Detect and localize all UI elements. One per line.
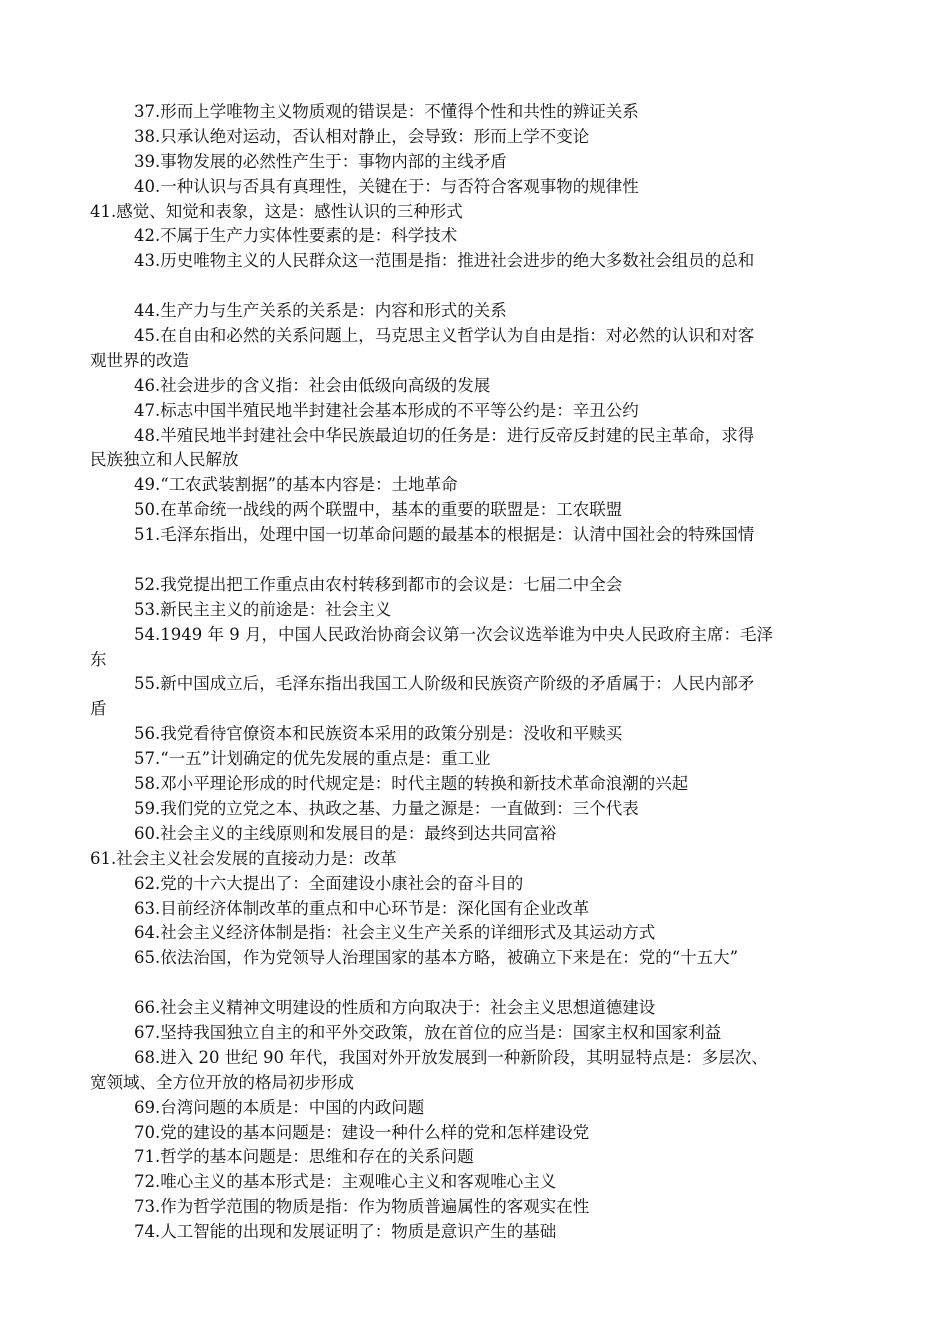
item-54: 54.1949 年 9 月，中国人民政治协商会议第一次会议选举谁为中央人民政府主席：毛泽 <box>134 624 773 644</box>
item-39: 39.事物发展的必然性产生于：事物内部的主线矛盾 <box>134 151 507 171</box>
item-59: 59.我们党的立党之本、执政之基、力量之源是：一直做到：三个代表 <box>134 798 639 818</box>
item-68: 68.进入 20 世纪 90 年代，我国对外开放发展到一种新阶段，其明显特点是：多层次、 <box>134 1047 768 1067</box>
item-41: 41.感觉、知觉和表象，这是：感性认识的三种形式 <box>90 201 463 221</box>
item-53: 53.新民主主义的前途是：社会主义 <box>134 599 392 619</box>
item-69: 69.台湾问题的本质是：中国的内政问题 <box>134 1097 425 1117</box>
item-55: 55.新中国成立后，毛泽东指出我国工人阶级和民族资产阶级的矛盾属于：人民内部矛 <box>134 674 755 694</box>
item-61: 61.社会主义社会发展的直接动力是：改革 <box>90 848 397 868</box>
item-43: 43.历史唯物主义的人民群众这一范围是指：推进社会进步的绝大多数社会组员的总和 <box>134 251 755 271</box>
item-68-continued: 宽领域、全方位开放的格局初步形成 <box>90 1072 354 1092</box>
item-64: 64.社会主义经济体制是指：社会主义生产关系的详细形式及其运动方式 <box>134 923 656 943</box>
item-37: 37.形而上学唯物主义物质观的错误是：不懂得个性和共性的辨证关系 <box>134 102 639 121</box>
item-63: 63.目前经济体制改革的重点和中心环节是：深化国有企业改革 <box>134 898 590 918</box>
item-48-continued: 民族独立和人民解放 <box>90 450 239 470</box>
item-51: 51.毛泽东指出，处理中国一切革命问题的最基本的根据是：认清中国社会的特殊国情 <box>134 525 755 545</box>
item-67: 67.坚持我国独立自主的和平外交政策，放在首位的应当是：国家主权和国家利益 <box>134 1022 722 1042</box>
item-56: 56.我党看待官僚资本和民族资本采用的政策分别是：没收和平赎买 <box>134 724 623 744</box>
item-72: 72.唯心主义的基本形式是：主观唯心主义和客观唯心主义 <box>134 1172 557 1192</box>
item-48: 48.半殖民地半封建社会中华民族最迫切的任务是：进行反帝反封建的民主革命，求得 <box>134 425 755 445</box>
item-52: 52.我党提出把工作重点由农村转移到都市的会议是：七届二中全会 <box>134 574 623 594</box>
item-60: 60.社会主义的主线原则和发展目的是：最终到达共同富裕 <box>134 823 557 843</box>
item-44: 44.生产力与生产关系的关系是：内容和形式的关系 <box>134 301 507 321</box>
item-54-continued: 东 <box>90 649 107 669</box>
item-62: 62.党的十六大提出了：全面建设小康社会的奋斗目的 <box>134 873 524 893</box>
item-38: 38.只承认绝对运动，否认相对静止，会导致：形而上学不变论 <box>134 126 590 146</box>
document-body <box>90 100 865 1245</box>
blank-line <box>90 274 865 299</box>
item-40: 40.一种认识与否具有真理性，关键在于：与否符合客观事物的规律性 <box>134 176 639 196</box>
item-49: 49.“工农武装割据”的基本内容是：土地革命 <box>134 475 458 495</box>
item-74: 74.人工智能的出现和发展证明了：物质是意识产生的基础 <box>134 1222 557 1242</box>
item-50: 50.在革命统一战线的两个联盟中，基本的重要的联盟是：工农联盟 <box>134 500 623 520</box>
item-66: 66.社会主义精神文明建设的性质和方向取决于：社会主义思想道德建设 <box>134 998 656 1018</box>
item-58: 58.邓小平理论形成的时代规定是：时代主题的转换和新技术革命浪潮的兴起 <box>134 774 689 794</box>
item-45-continued: 观世界的改造 <box>90 350 189 370</box>
item-45: 45.在自由和必然的关系问题上，马克思主义哲学认为自由是指：对必然的认识和对客 <box>134 326 755 346</box>
item-55-continued: 盾 <box>90 699 107 719</box>
item-65: 65.依法治国，作为党领导人治理国家的基本方略，被确立下来是在：党的“十五大” <box>134 948 739 968</box>
item-73: 73.作为哲学范围的物质是指：作为物质普遍属性的客观实在性 <box>134 1197 590 1217</box>
item-47: 47.标志中国半殖民地半封建社会基本形成的不平等公约是：辛丑公约 <box>134 400 639 420</box>
item-42: 42.不属于生产力实体性要素的是：科学技术 <box>134 226 458 246</box>
item-46: 46.社会进步的含义指：社会由低级向高级的发展 <box>134 375 491 395</box>
blank-line <box>90 548 865 573</box>
blank-line <box>90 971 865 996</box>
item-71: 71.哲学的基本问题是：思维和存在的关系问题 <box>134 1147 474 1167</box>
item-70: 70.党的建设的基本问题是：建设一种什么样的党和怎样建设党 <box>134 1122 590 1142</box>
item-57: 57.“一五”计划确定的优先发展的重点是：重工业 <box>134 749 491 769</box>
